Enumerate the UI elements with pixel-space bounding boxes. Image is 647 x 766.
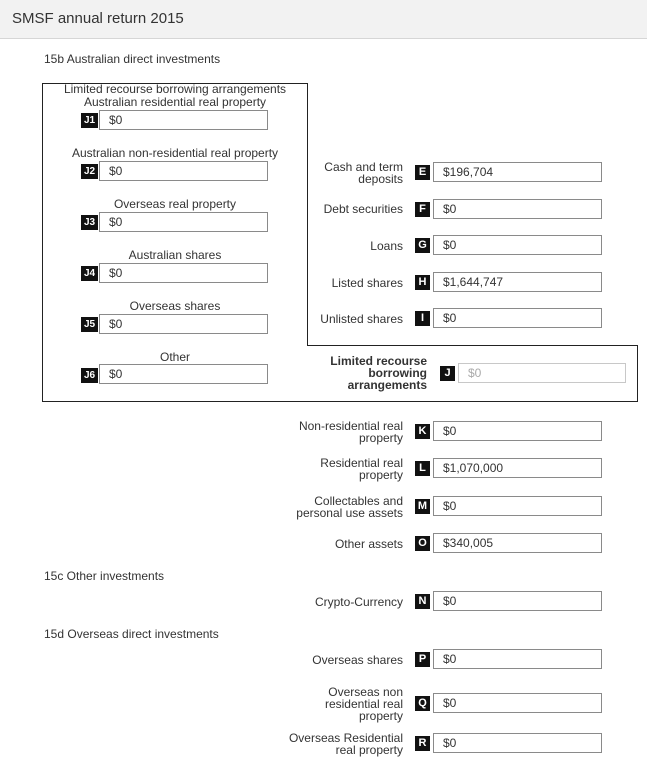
lrba-item-label: Australian shares xyxy=(128,248,222,262)
residential-property-label: Residential real property xyxy=(320,456,403,482)
section-title-15b: 15b Australian direct investments xyxy=(44,52,221,66)
listed-shares-input[interactable] xyxy=(433,272,602,292)
debt-securities-label: Debt securities xyxy=(323,202,403,216)
loans-label: Loans xyxy=(370,239,403,253)
lrba-item-label: Australian non-residential real property xyxy=(71,146,279,160)
field-code-e: E xyxy=(415,165,430,180)
field-code-j1: J1 xyxy=(81,113,98,128)
crypto-currency-label: Crypto-Currency xyxy=(314,595,403,609)
section-title-15d: 15d Overseas direct investments xyxy=(44,627,219,641)
field-code-j5: J5 xyxy=(81,317,98,332)
field-code-l: L xyxy=(415,461,430,476)
lrba-item-label: Overseas real property xyxy=(113,197,237,211)
residential-property-input[interactable] xyxy=(433,458,602,478)
unlisted-shares-input[interactable] xyxy=(433,308,602,328)
field-code-g: G xyxy=(415,238,430,253)
field-code-h: H xyxy=(415,275,430,290)
crypto-currency-input[interactable] xyxy=(433,591,602,611)
overseas-non-residential-label: Overseas non residential real property xyxy=(324,685,403,723)
loans-input[interactable] xyxy=(433,235,602,255)
unlisted-shares-label: Unlisted shares xyxy=(320,312,403,326)
lrba-item-label: Overseas shares xyxy=(129,299,221,313)
listed-shares-label: Listed shares xyxy=(331,276,403,290)
overseas-shares-input[interactable] xyxy=(433,649,602,669)
cash-deposits-label: Cash and term deposits xyxy=(324,160,403,186)
field-code-k: K xyxy=(415,424,430,439)
field-code-o: O xyxy=(415,536,430,551)
field-code-j4: J4 xyxy=(81,266,98,281)
lrba-item-label: Australian residential real property xyxy=(83,95,267,109)
non-residential-property-label: Non-residential real property xyxy=(298,419,403,445)
non-residential-property-input[interactable] xyxy=(433,421,602,441)
field-code-r: R xyxy=(415,736,430,751)
field-code-m: M xyxy=(415,499,430,514)
other-assets-input[interactable] xyxy=(433,533,602,553)
lrba-total-input xyxy=(458,363,626,383)
cash-deposits-input[interactable] xyxy=(433,162,602,182)
collectables-label: Collectables and personal use assets xyxy=(296,494,403,520)
overseas-residential-label: Overseas Residential real property xyxy=(288,731,403,757)
page-title: SMSF annual return 2015 xyxy=(12,10,184,27)
overseas-residential-input[interactable] xyxy=(433,733,602,753)
field-code-f: F xyxy=(415,202,430,217)
lrba-item-label: Other xyxy=(159,350,190,364)
section-title-15c: 15c Other investments xyxy=(44,569,165,583)
lrba-heading: Limited recourse borrowing arrangements xyxy=(63,82,287,96)
overseas-shares-label: Overseas shares xyxy=(312,653,403,667)
field-code-j3: J3 xyxy=(81,215,98,230)
field-code-n: N xyxy=(415,594,430,609)
lrba-j6-input[interactable] xyxy=(99,364,268,384)
field-code-j6: J6 xyxy=(81,368,98,383)
field-code-q: Q xyxy=(415,696,430,711)
lrba-j1-input[interactable] xyxy=(99,110,268,130)
debt-securities-input[interactable] xyxy=(433,199,602,219)
other-assets-label: Other assets xyxy=(334,537,403,551)
field-code-j2: J2 xyxy=(81,164,98,179)
field-code-j: J xyxy=(440,366,455,381)
header-bar xyxy=(0,0,647,39)
field-code-i: I xyxy=(415,311,430,326)
lrba-j3-input[interactable] xyxy=(99,212,268,232)
lrba-total-label: Limited recourse borrowing arrangements xyxy=(330,354,427,392)
collectables-input[interactable] xyxy=(433,496,602,516)
overseas-non-residential-input[interactable] xyxy=(433,693,602,713)
field-code-p: P xyxy=(415,652,430,667)
